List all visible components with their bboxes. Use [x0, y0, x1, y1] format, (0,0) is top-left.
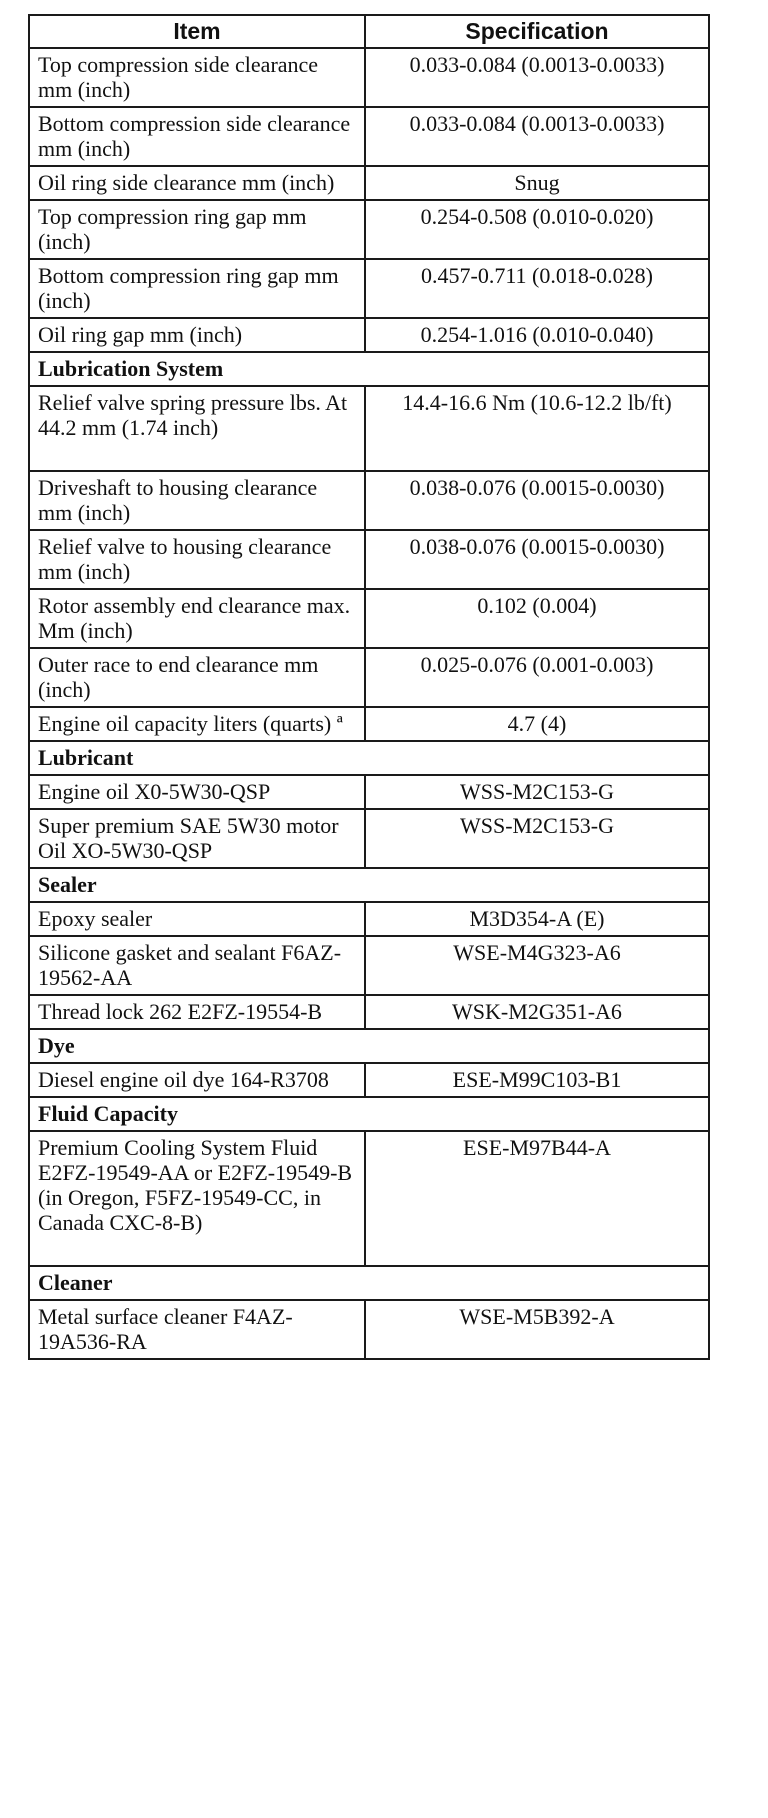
item-cell: Bottom compression side clearance mm (inch) [29, 107, 365, 166]
section-row [29, 741, 709, 775]
spec-cell: 0.254-0.508 (0.010-0.020) [365, 200, 709, 259]
section-row [29, 1029, 709, 1063]
table-row [29, 471, 709, 530]
spec-cell: 0.025-0.076 (0.001-0.003) [365, 648, 709, 707]
table-row [29, 707, 709, 741]
spec-cell: WSE-M4G323-A6 [365, 936, 709, 995]
spec-cell: 0.038-0.076 (0.0015-0.0030) [365, 530, 709, 589]
item-cell: Rotor assembly end clearance max. Mm (inch) [29, 589, 365, 648]
spec-cell: WSS-M2C153-G [365, 809, 709, 868]
table-row [29, 648, 709, 707]
item-cell: Super premium SAE 5W30 motor Oil XO-5W30-QSP [29, 809, 365, 868]
spec-cell: WSK-M2G351-A6 [365, 995, 709, 1029]
section-heading: Sealer [29, 868, 709, 902]
item-cell: Oil ring gap mm (inch) [29, 318, 365, 352]
section-row [29, 352, 709, 386]
spec-cell: 4.7 (4) [365, 707, 709, 741]
table-row [29, 318, 709, 352]
table-row [29, 386, 709, 471]
table-row [29, 1131, 709, 1266]
item-cell: Outer race to end clearance mm (inch) [29, 648, 365, 707]
item-cell: Oil ring side clearance mm (inch) [29, 166, 365, 200]
spec-cell: 0.033-0.084 (0.0013-0.0033) [365, 107, 709, 166]
table-row [29, 166, 709, 200]
header-specification: Specification [365, 15, 709, 48]
section-heading: Dye [29, 1029, 709, 1063]
section-heading: Lubricant [29, 741, 709, 775]
table-row [29, 1300, 709, 1359]
section-row [29, 1097, 709, 1131]
header-item: Item [29, 15, 365, 48]
table-row [29, 589, 709, 648]
section-heading: Fluid Capacity [29, 1097, 709, 1131]
section-heading: Cleaner [29, 1266, 709, 1300]
spec-cell: WSE-M5B392-A [365, 1300, 709, 1359]
table-row [29, 259, 709, 318]
item-cell: Premium Cooling System Fluid E2FZ-19549-AA or E2FZ-19549-B (in Oregon, F5FZ-19549-CC, in Canada CXC-8-B) [29, 1131, 365, 1266]
spec-cell: 0.457-0.711 (0.018-0.028) [365, 259, 709, 318]
table-header-row [29, 15, 709, 48]
spec-cell: WSS-M2C153-G [365, 775, 709, 809]
spec-cell: 0.102 (0.004) [365, 589, 709, 648]
spec-cell: 0.254-1.016 (0.010-0.040) [365, 318, 709, 352]
spec-cell: ESE-M99C103-B1 [365, 1063, 709, 1097]
spec-cell: 14.4-16.6 Nm (10.6-12.2 lb/ft) [365, 386, 709, 471]
spec-cell: 0.038-0.076 (0.0015-0.0030) [365, 471, 709, 530]
item-cell: Engine oil X0-5W30-QSP [29, 775, 365, 809]
section-row [29, 1266, 709, 1300]
table-row [29, 48, 709, 107]
table-row [29, 902, 709, 936]
item-cell: Bottom compression ring gap mm (inch) [29, 259, 365, 318]
item-cell: Silicone gasket and sealant F6AZ-19562-AA [29, 936, 365, 995]
item-cell: Metal surface cleaner F4AZ-19A536-RA [29, 1300, 365, 1359]
specification-table [28, 14, 710, 1360]
table-row [29, 107, 709, 166]
spec-cell: ESE-M97B44-A [365, 1131, 709, 1266]
spec-cell: M3D354-A (E) [365, 902, 709, 936]
item-cell: Relief valve to housing clearance mm (inch) [29, 530, 365, 589]
item-cell: Relief valve spring pressure lbs. At 44.2 mm (1.74 inch) [29, 386, 365, 471]
item-cell: Top compression side clearance mm (inch) [29, 48, 365, 107]
table-row [29, 936, 709, 995]
item-cell: Epoxy sealer [29, 902, 365, 936]
table-row [29, 530, 709, 589]
table-row [29, 995, 709, 1029]
table-row [29, 809, 709, 868]
spec-cell: 0.033-0.084 (0.0013-0.0033) [365, 48, 709, 107]
item-cell: Diesel engine oil dye 164-R3708 [29, 1063, 365, 1097]
table-row [29, 775, 709, 809]
section-heading: Lubrication System [29, 352, 709, 386]
spec-cell: Snug [365, 166, 709, 200]
table-row [29, 200, 709, 259]
item-cell: Thread lock 262 E2FZ-19554-B [29, 995, 365, 1029]
section-row [29, 868, 709, 902]
item-cell: Top compression ring gap mm (inch) [29, 200, 365, 259]
table-row [29, 1063, 709, 1097]
item-cell: Driveshaft to housing clearance mm (inch) [29, 471, 365, 530]
item-cell: Engine oil capacity liters (quarts) ª [29, 707, 365, 741]
